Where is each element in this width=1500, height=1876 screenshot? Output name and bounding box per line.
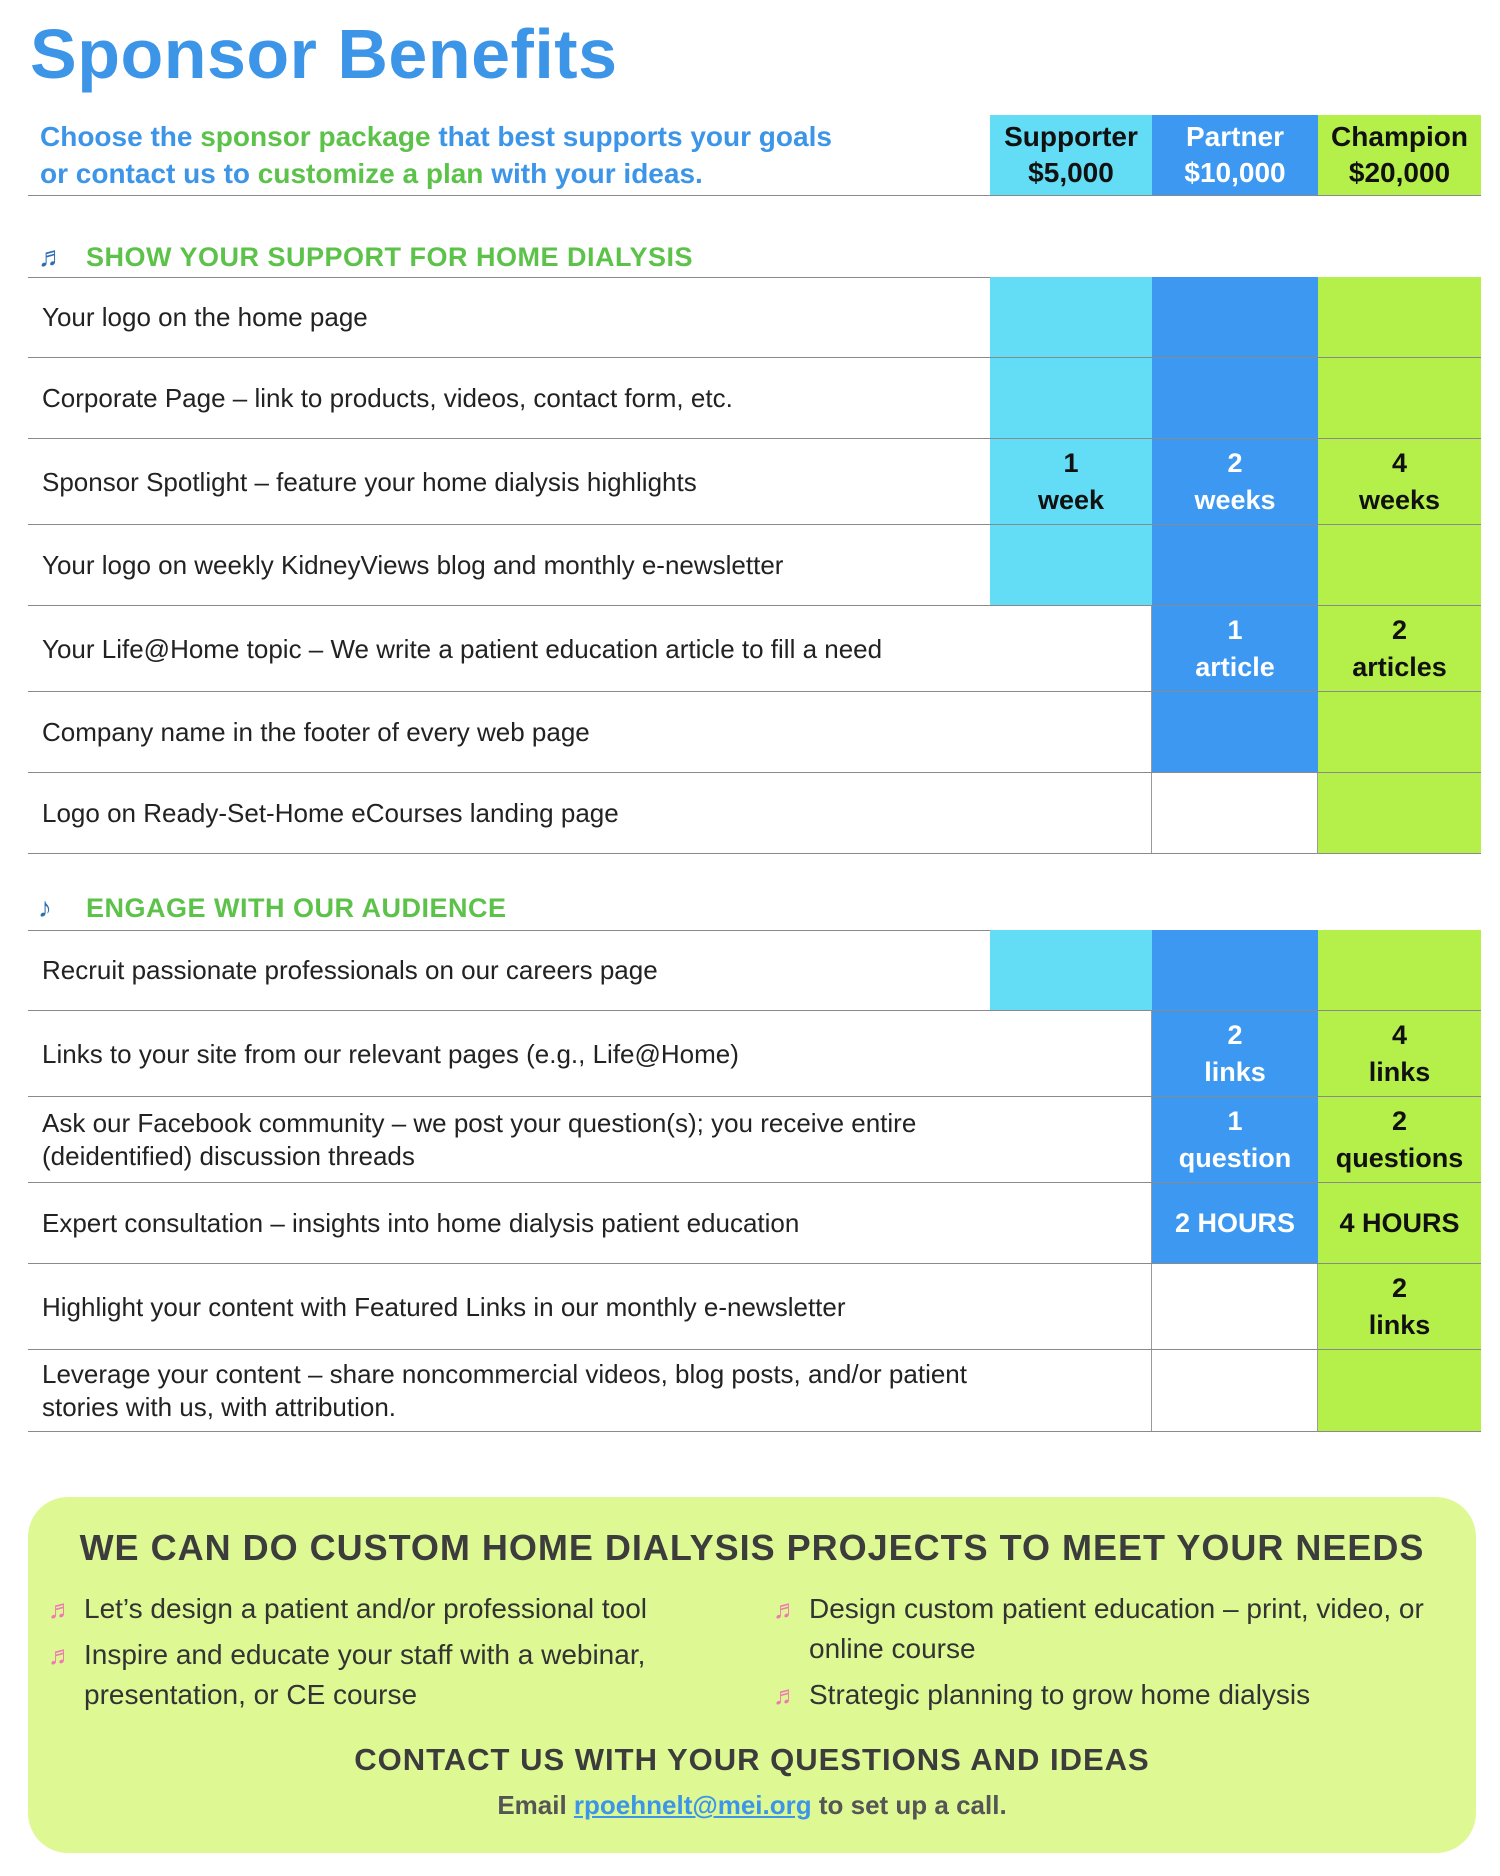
row-divider bbox=[28, 438, 1481, 439]
tier-cell-supporter bbox=[990, 1350, 1152, 1432]
cell-value: 2 HOURS bbox=[1174, 1208, 1296, 1238]
section-header bbox=[38, 237, 693, 277]
tier-price: $20,000 bbox=[1348, 157, 1451, 188]
row-divider bbox=[28, 524, 1481, 525]
table-row bbox=[28, 1350, 1481, 1432]
section-title: SHOW YOUR SUPPORT FOR HOME DIALYSIS bbox=[86, 241, 694, 272]
tier-name: Champion bbox=[1331, 121, 1468, 152]
music-note-icon: ♬ bbox=[773, 1594, 799, 1624]
music-note-icon: ♬ bbox=[773, 1680, 799, 1710]
custom-list-right bbox=[753, 1589, 1473, 1721]
cell-value: 2 bbox=[1391, 615, 1408, 645]
tier-header-champion bbox=[1318, 115, 1481, 195]
row-divider bbox=[28, 357, 1481, 358]
table-row bbox=[28, 525, 1481, 606]
intro-text: Choose the sponsor package that best supports your goals or contact us to customize a plan with your ideas. bbox=[40, 121, 832, 189]
cell-unit: weeks bbox=[1358, 485, 1441, 515]
tier-cell-partner bbox=[1152, 358, 1318, 439]
music-note-icon: ♬ bbox=[38, 241, 66, 272]
music-note-icon: ♬ bbox=[48, 1594, 74, 1624]
cell-value: 2 bbox=[1227, 448, 1243, 478]
intro-highlight-customize: customize a plan bbox=[257, 158, 484, 189]
tier-header-partner bbox=[1152, 115, 1318, 195]
tier-cell-supporter bbox=[990, 606, 1152, 692]
benefit-description: Sponsor Spotlight – feature your home dialysis highlights bbox=[42, 466, 697, 497]
cell-unit: week bbox=[1037, 485, 1105, 515]
tier-cell-partner bbox=[1152, 930, 1318, 1011]
benefit-description: Links to your site from our relevant pages (e.g., Life@Home) bbox=[42, 1038, 739, 1069]
tier-cell-champion bbox=[1318, 525, 1481, 606]
table-row bbox=[28, 1097, 1481, 1183]
tier-cell-supporter bbox=[990, 930, 1152, 1011]
cell-unit: article bbox=[1195, 652, 1275, 682]
benefit-description: Your Life@Home topic – We write a patient education article to fill a need bbox=[42, 633, 883, 664]
contact-line: Email rpoehnelt@mei.org to set up a call. bbox=[497, 1790, 1007, 1820]
row-divider bbox=[28, 1349, 1481, 1350]
table-row bbox=[28, 277, 1481, 358]
benefit-description: Recruit passionate professionals on our careers page bbox=[42, 955, 658, 985]
cell-unit: links bbox=[1368, 1310, 1431, 1340]
table-row bbox=[28, 773, 1481, 854]
tier-cell-partner bbox=[1152, 1097, 1318, 1183]
email-link[interactable]: rpoehnelt@mei.org bbox=[573, 1790, 812, 1820]
benefit-description: Your logo on weekly KidneyViews blog and monthly e-newsletter bbox=[42, 550, 784, 580]
table-row bbox=[28, 1183, 1481, 1264]
row-divider bbox=[28, 1431, 1481, 1432]
cell-unit: articles bbox=[1352, 652, 1447, 682]
cell-value: 2 bbox=[1391, 1106, 1408, 1136]
table-row bbox=[28, 1264, 1481, 1350]
tier-cell-supporter bbox=[990, 439, 1152, 525]
benefit-description: Highlight your content with Featured Links in our monthly e-newsletter bbox=[42, 1291, 846, 1322]
row-divider bbox=[28, 605, 1481, 606]
list-item: ♬ Let’s design a patient and/or professional tool bbox=[28, 1589, 748, 1629]
list-item: ♬ Strategic planning to grow home dialysis bbox=[753, 1675, 1473, 1715]
row-divider bbox=[28, 1182, 1481, 1183]
row-divider bbox=[28, 1263, 1481, 1264]
cell-value: 1 bbox=[1227, 1106, 1243, 1136]
cell-value: 4 HOURS bbox=[1339, 1208, 1460, 1238]
benefit-description: Ask our Facebook community – we post your question(s); you receive entire (deidentified) discussion threads bbox=[42, 1108, 917, 1171]
table-row bbox=[28, 692, 1481, 773]
custom-projects-title: WE CAN DO CUSTOM HOME DIALYSIS PROJECTS TO MEET YOUR NEEDS bbox=[79, 1527, 1425, 1568]
benefit-description: Expert consultation – insights into home dialysis patient education bbox=[42, 1208, 800, 1238]
benefit-description: Logo on Ready-Set-Home eCourses landing page bbox=[42, 798, 619, 828]
tier-cell-partner bbox=[1152, 1183, 1318, 1264]
cell-value: 4 bbox=[1391, 448, 1408, 478]
tier-cell-champion bbox=[1318, 439, 1481, 525]
table-row bbox=[28, 358, 1481, 439]
list-item: ♬ Design custom patient education – print, video, or online course bbox=[753, 1589, 1473, 1669]
section-header bbox=[38, 888, 507, 928]
cell-value: 4 bbox=[1391, 1020, 1408, 1050]
tier-name: Partner bbox=[1185, 121, 1285, 152]
tier-cell-supporter bbox=[990, 277, 1152, 358]
tier-cell-champion bbox=[1318, 277, 1481, 358]
tier-cell-champion bbox=[1318, 358, 1481, 439]
tier-cell-supporter bbox=[990, 692, 1152, 773]
tier-cell-partner bbox=[1152, 439, 1318, 525]
tier-cell-partner bbox=[1152, 1264, 1318, 1350]
benefit-description: Company name in the footer of every web page bbox=[42, 717, 590, 747]
tier-cell-champion bbox=[1318, 1183, 1481, 1264]
row-divider bbox=[28, 691, 1481, 692]
music-note-icon: ♪ bbox=[38, 892, 52, 923]
tier-cell-champion bbox=[1318, 1097, 1481, 1183]
tier-header-supporter bbox=[990, 115, 1152, 195]
table-row bbox=[28, 930, 1481, 1011]
custom-list-left bbox=[28, 1589, 748, 1721]
tier-cell-partner bbox=[1152, 692, 1318, 773]
page-title: Sponsor Benefits bbox=[30, 15, 618, 93]
cell-value: 2 bbox=[1391, 1273, 1408, 1303]
cell-unit: links bbox=[1368, 1057, 1431, 1087]
tier-cell-supporter bbox=[990, 1011, 1152, 1097]
tier-price: $10,000 bbox=[1184, 157, 1286, 188]
row-divider bbox=[28, 1010, 1481, 1011]
list-item: ♬ Inspire and educate your staff with a webinar, presentation, or CE course bbox=[28, 1635, 748, 1715]
cell-value: 1 bbox=[1227, 615, 1243, 645]
cell-value: 2 bbox=[1227, 1020, 1243, 1050]
tier-cell-partner bbox=[1152, 606, 1318, 692]
benefit-description: Leverage your content – share noncommercial videos, blog posts, and/or patient stories with us, with attribution. bbox=[42, 1359, 967, 1422]
tier-cell-champion bbox=[1318, 1264, 1481, 1350]
tier-cell-champion bbox=[1318, 1350, 1481, 1432]
contact-title: CONTACT US WITH YOUR QUESTIONS AND IDEAS bbox=[354, 1742, 1150, 1777]
cell-value: 1 bbox=[1063, 448, 1079, 478]
header-divider bbox=[28, 195, 1481, 196]
tier-cell-champion bbox=[1318, 606, 1481, 692]
table-row bbox=[28, 439, 1481, 525]
custom-projects-box bbox=[28, 1497, 1476, 1853]
section-title: ENGAGE WITH OUR AUDIENCE bbox=[86, 892, 507, 923]
row-divider bbox=[28, 853, 1481, 854]
cell-unit: questions bbox=[1335, 1143, 1464, 1173]
table-row bbox=[28, 606, 1481, 692]
tier-cell-champion bbox=[1318, 1011, 1481, 1097]
benefit-description: Corporate Page – link to products, videos, contact form, etc. bbox=[42, 383, 733, 413]
music-note-icon: ♬ bbox=[48, 1640, 74, 1670]
row-divider bbox=[28, 1096, 1481, 1097]
tier-cell-partner bbox=[1152, 525, 1318, 606]
tier-cell-champion bbox=[1318, 930, 1481, 1011]
tier-cell-partner bbox=[1152, 1350, 1318, 1432]
cell-unit: weeks bbox=[1194, 485, 1276, 515]
tier-cell-partner bbox=[1152, 277, 1318, 358]
tier-cell-supporter bbox=[990, 773, 1152, 854]
tier-cell-supporter bbox=[990, 358, 1152, 439]
tier-cell-partner bbox=[1152, 773, 1318, 854]
tier-cell-supporter bbox=[990, 1183, 1152, 1264]
row-divider bbox=[28, 772, 1481, 773]
table-row bbox=[28, 1011, 1481, 1097]
tier-name: Supporter bbox=[1004, 121, 1138, 152]
tier-cell-champion bbox=[1318, 692, 1481, 773]
intro-highlight-package: sponsor package bbox=[200, 121, 431, 152]
tier-cell-champion bbox=[1318, 773, 1481, 854]
cell-unit: question bbox=[1178, 1143, 1292, 1173]
cell-unit: links bbox=[1204, 1057, 1266, 1087]
tier-cell-supporter bbox=[990, 1097, 1152, 1183]
tier-cell-supporter bbox=[990, 1264, 1152, 1350]
benefit-description: Your logo on the home page bbox=[42, 302, 368, 332]
tier-price: $5,000 bbox=[1028, 157, 1114, 188]
tier-cell-partner bbox=[1152, 1011, 1318, 1097]
tier-cell-supporter bbox=[990, 525, 1152, 606]
